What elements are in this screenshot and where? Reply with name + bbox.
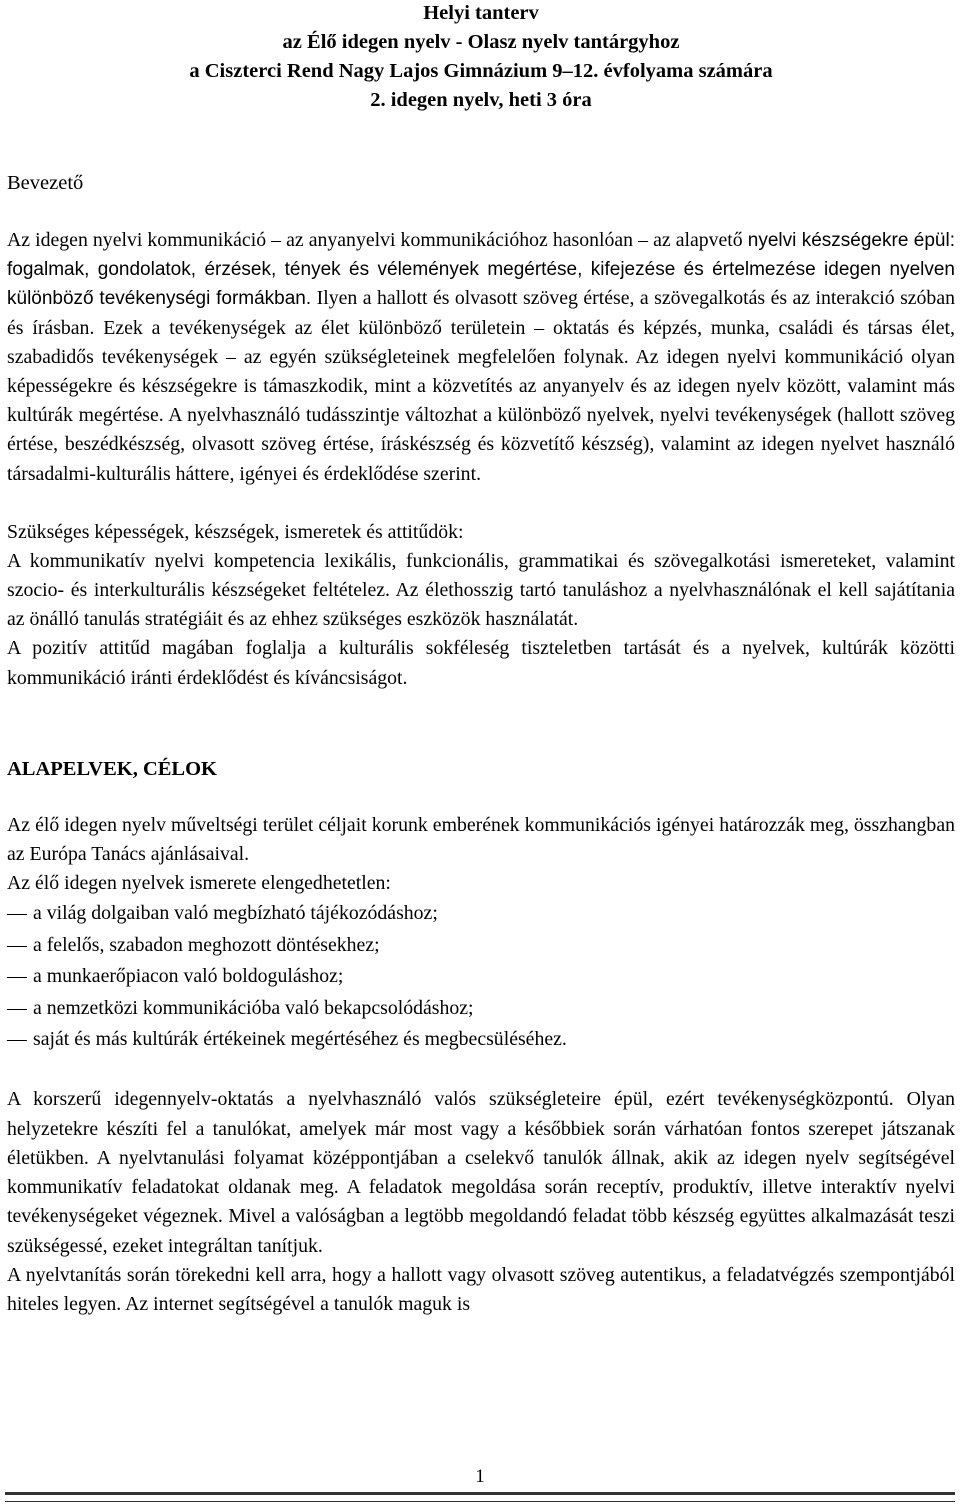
list-item — [7, 930, 955, 961]
principles-paragraph-1: Az élő idegen nyelv műveltségi terület céljait korunk emberének kommunikációs igényei határozzák meg, összhangban az Európa Tanács ajánlásaival. — [7, 813, 955, 866]
skills-paragraph-1: A kommunikatív nyelvi kompetencia lexikális, funkcionális, grammatikai és szövegalkotási ismereteket, valamint szocio- és interkulturális készségeket feltételez. Az élethosszig tartó tanuláshoz a nyelvhasználónak el kell sajátítania az önálló tanulás stratégiáit és az ehhez szükséges eszközök használatát. — [7, 549, 955, 631]
intro-heading: Bevezető — [7, 172, 84, 194]
document-page — [7, 0, 955, 1319]
intro-paragraph — [7, 226, 955, 489]
intro-text-b: nyelvi készségekre épül: fogalmak, gondolatok, érzések, tények és vélemények megértése, kifejezése és értelmezése idegen nyelven különböző tevékenységi formákban. — [7, 230, 955, 310]
intro-text-a: Az idegen nyelvi kommunikáció – az anyanyelvi kommunikációhoz hasonlóan – az alapvető — [7, 229, 743, 251]
list-item — [7, 993, 955, 1024]
title-line-4: 2. idegen nyelv, heti 3 óra — [370, 89, 592, 111]
page-number: 1 — [475, 1466, 485, 1487]
principles-heading: ALAPELVEK, CÉLOK — [7, 757, 217, 780]
intro-text-d: Ezek a tevékenységek az élet különböző területein – oktatás és képzés, munka, családi és társas élet, szabadidős tevékenységek – az egyén szükségleteinek megfelelően folynak. Az idegen nyelvi kommunikáció olyan képességekre és készségekre is támaszkodik, mint a közvetítés az anyanyelv és az idegen nyelv között, valamint más kultúrák megértése. A nyelvhasználó tudásszintje változhat a különböző nyelvek, nyelvi tevékenységek (hallott szöveg értése, beszédkészség, olvasott szöveg értése, íráskészség és közvetítő készség), valamint az idegen nyelvet használó társadalmi-kulturális háttere, igényei és érdeklődése szerint. — [7, 316, 955, 485]
principles-list-intro: Az élő idegen nyelvek ismerete elengedhetetlen: — [7, 872, 391, 895]
title-line-3: a Ciszterci Rend Nagy Lajos Gimnázium 9–12. évfolyama számára — [189, 60, 773, 82]
title-line-1: Helyi tanterv — [423, 2, 539, 24]
principles-list — [7, 898, 955, 1055]
intro-text-c: Ilyen a hallott és olvasott szöveg értése, a szövegalkotás és az interakció szóban és írásban. — [7, 287, 955, 339]
principles-paragraph-3: A nyelvtanítás során törekedni kell arra, hogy a hallott vagy olvasott szöveg autentikus, a feladatvégzés szempontjából hiteles legyen. Az internet segítségével a tanulók maguk is — [7, 1263, 955, 1315]
list-item-text: a felelős, szabadon meghozott döntésekhez; — [33, 933, 380, 956]
dash-mark: — — [7, 965, 27, 988]
list-item — [7, 961, 955, 992]
list-item — [7, 898, 955, 929]
list-item — [7, 1024, 955, 1055]
dash-mark: — — [7, 902, 27, 925]
title-line-2: az Élő idegen nyelv - Olasz nyelv tantárgyhoz — [282, 31, 680, 53]
dash-mark: — — [7, 996, 27, 1019]
principles-paragraph-2: A korszerű idegennyelv-oktatás a nyelvhasználó valós szükségleteire épül, ezért tevékenységközpontú. Olyan helyzetekre készíti fel a tanulókat, amelyek már most vagy a későbbiek során várhatóan fontos szerepet játszanak életükben. A nyelvtanulási folyamat középpontjában a cselekvő tanulók állnak, akik az idegen nyelv segítségével kommunikatív feladatokat oldanak meg. A feladatok megoldása során receptív, produktív, illetve interaktív nyelvi tevékenységeket végeznek. Mivel a valóságban a legtöbb megoldandó feladat több készség együttes alkalmazását teszi szükségessé, ezeket integráltan tanítjuk. — [7, 1088, 955, 1257]
dash-mark: — — [7, 1028, 27, 1051]
document-title — [7, 0, 955, 115]
list-item-text: a nemzetközi kommunikációba való bekapcsolódáshoz; — [33, 996, 474, 1019]
dash-mark: — — [7, 933, 27, 956]
list-item-text: a munkaerőpiacon való boldoguláshoz; — [33, 965, 344, 988]
list-item-text: saját és más kultúrák értékeinek megértéséhez és megbecsüléséhez. — [33, 1028, 567, 1051]
skills-paragraph-2: A pozitív attitűd magában foglalja a kulturális sokféleség tiszteletben tartását és a nyelvek, kultúrák közötti kommunikáció iránti érdeklődést és kíváncsiságot. — [7, 637, 955, 689]
footer-divider — [5, 1492, 955, 1502]
skills-heading: Szükséges képességek, készségek, ismeretek és attitűdök: — [7, 520, 464, 543]
list-item-text: a világ dolgaiban való megbízható tájékozódáshoz; — [33, 902, 438, 925]
